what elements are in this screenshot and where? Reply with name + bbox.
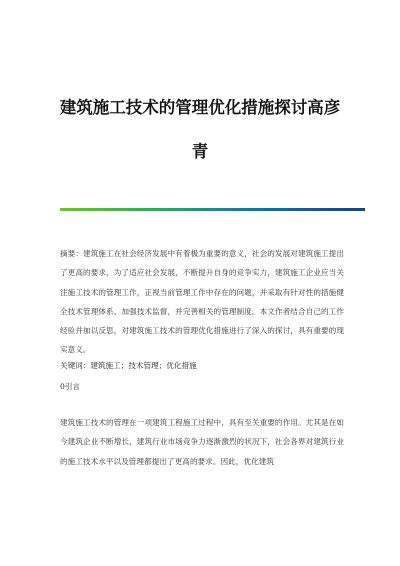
section-heading: 0引言 [60, 382, 81, 391]
document-title-line2: 青 [191, 142, 209, 161]
intro-paragraph: 建筑施工技术的管理在一项建筑工程施工过程中，具有至关重要的作用。尤其是在如今建筑企业不断增长，建筑行业市场竞争力逐渐激烈的状况下，社会各界对建筑行业的施工技术水平以及管理都提出了更高的要求。因此，优化建筑 [60, 418, 344, 466]
abstract-paragraph: 摘要：建筑施工在社会经济发展中有着极为重要的意义，社会的发展对建筑施工提出了更高的要求，为了适应社会发展，不断提升自身的竞争实力，建筑施工企业应当关注施工技术的管理工作，正视当前管理工作中存在的问题，并采取有针对性的措施健全技术管理体系、加强技术监督，并完善相关的管理制度。本文作者结合自己的工作经验并加以反思，对建筑施工技术的管理优化措施进行了深入的探讨，具有重要的现实意义。 [60, 249, 344, 355]
title-divider [60, 208, 365, 211]
keywords-line: 关键词：建筑施工；技术管理；优化措施 [60, 361, 197, 370]
document-title-line1: 建筑施工技术的管理优化措施探讨高彦 [59, 98, 341, 117]
